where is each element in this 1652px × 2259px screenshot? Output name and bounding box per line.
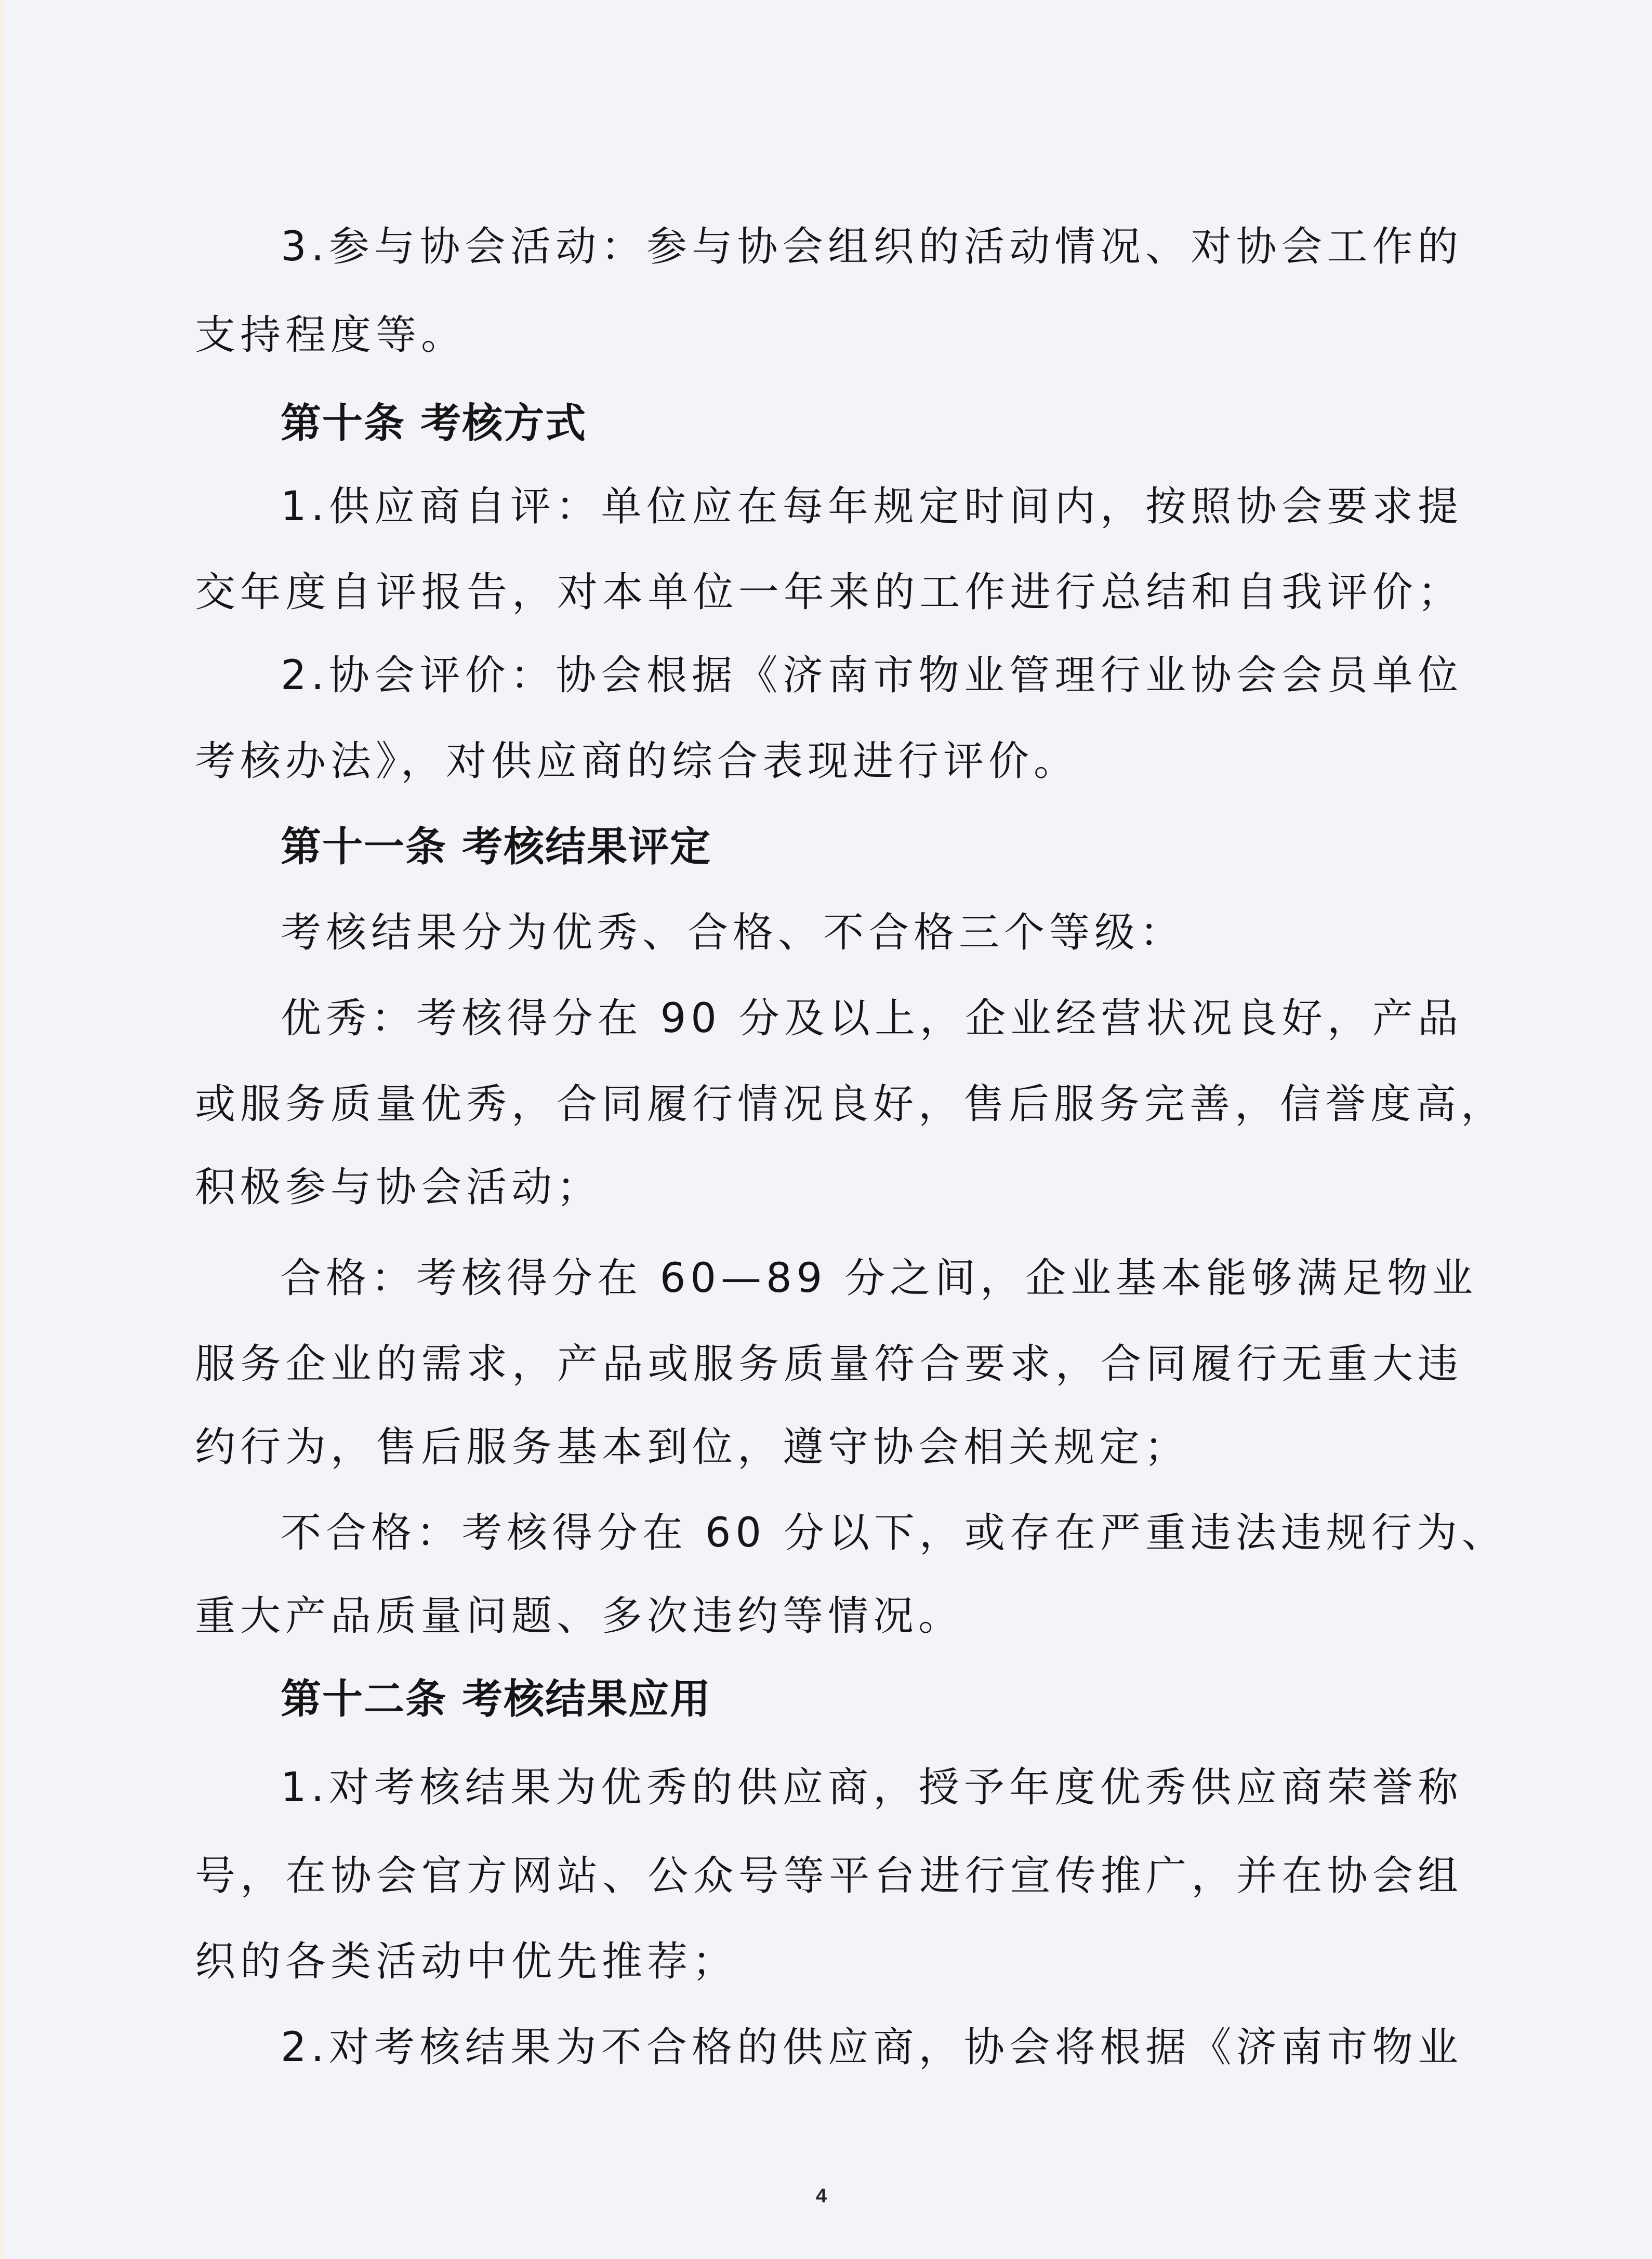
paragraph-line: 1.供应商自评：单位应在每年规定时间内，按照协会要求提 xyxy=(281,483,1463,530)
paragraph-line: 2.协会评价：协会根据《济南市物业管理行业协会会员单位 xyxy=(281,652,1463,699)
article-heading: 第十二条 考核结果应用 xyxy=(281,1676,712,1723)
paragraph-line: 2.对考核结果为不合格的供应商，协会将根据《济南市物业 xyxy=(281,2024,1463,2071)
paragraph-line: 约行为，售后服务基本到位，遵守协会相关规定； xyxy=(195,1424,1190,1471)
paragraph-line: 1.对考核结果为优秀的供应商，授予年度优秀供应商荣誉称 xyxy=(281,1764,1463,1811)
paragraph-line: 不合格：考核得分在 60 分以下，或存在严重违法违规行为、 xyxy=(281,1510,1507,1556)
article-heading: 第十条 考核方式 xyxy=(281,400,587,447)
paragraph-line: 优秀：考核得分在 90 分及以上，企业经营状况良好，产品 xyxy=(281,995,1463,1042)
paragraph-line: 服务企业的需求，产品或服务质量符合要求，合同履行无重大违 xyxy=(195,1341,1463,1388)
paragraph-line: 重大产品质量问题、多次违约等情况。 xyxy=(195,1593,964,1640)
paragraph-line: 考核办法》，对供应商的综合表现进行评价。 xyxy=(195,738,1079,785)
scan-edge xyxy=(0,0,6,2259)
page-number: 4 xyxy=(816,2185,827,2207)
paragraph-line: 交年度自评报告，对本单位一年来的工作进行总结和自我评价； xyxy=(195,569,1463,616)
paragraph-line: 考核结果分为优秀、合格、不合格三个等级： xyxy=(281,909,1185,956)
article-heading: 第十一条 考核结果评定 xyxy=(281,824,712,870)
paragraph-line: 3.参与协会活动：参与协会组织的活动情况、对协会工作的 xyxy=(281,223,1463,270)
paragraph-line: 织的各类活动中优先推荐； xyxy=(195,1938,738,1985)
paragraph-line: 合格：考核得分在 60—89 分之间，企业基本能够满足物业 xyxy=(281,1255,1478,1302)
paragraph-line: 积极参与协会活动； xyxy=(195,1164,602,1211)
paragraph-line: 支持程度等。 xyxy=(195,312,467,359)
paragraph-line: 号，在协会官方网站、公众号等平台进行宣传推广，并在协会组 xyxy=(195,1853,1463,1899)
paragraph-line: 或服务质量优秀，合同履行情况良好，售后服务完善，信誉度高， xyxy=(195,1081,1506,1128)
